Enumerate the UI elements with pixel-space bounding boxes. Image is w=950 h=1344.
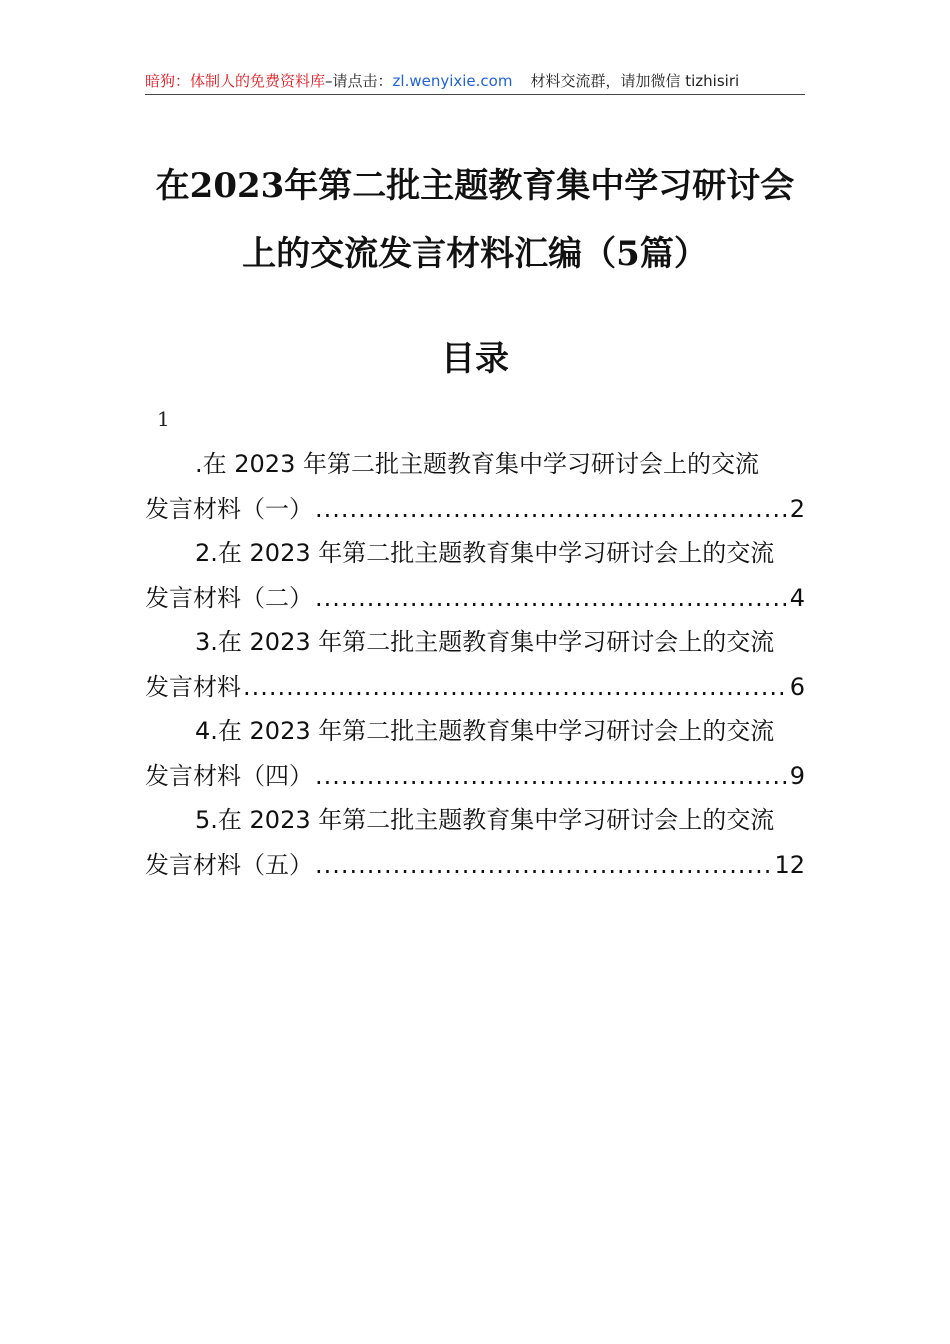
toc-entry-1-page: 2 (789, 495, 805, 523)
toc-entry-1-title[interactable]: .在 2023 年第二批主题教育集中学习研讨会上的交流 (195, 450, 759, 478)
toc-entry-5-continuation: 发言材料（五） (145, 851, 313, 879)
toc-entry-3-line[interactable] (145, 670, 805, 704)
toc-entry-2-leader (315, 581, 788, 615)
toc-stray-number: 1 (157, 407, 170, 431)
toc-entry-3-title[interactable]: 3.在 2023 年第二批主题教育集中学习研讨会上的交流 (195, 628, 775, 656)
toc-entry-3-continuation: 发言材料 (145, 673, 241, 701)
toc-entry-5-line[interactable] (145, 848, 805, 882)
toc-entry-2-page: 4 (789, 584, 805, 612)
header-link[interactable]: zl.wenyixie.com (392, 72, 513, 90)
toc-heading: 目录 (441, 339, 509, 379)
toc-entry-4-continuation: 发言材料（四） (145, 762, 313, 790)
page-header (145, 70, 805, 92)
toc-entry-2-line[interactable] (145, 581, 805, 615)
toc-entry-1-leader (315, 492, 788, 526)
toc-entry-1-continuation: 发言材料（一） (145, 495, 313, 523)
toc-entry-2-continuation: 发言材料（二） (145, 584, 313, 612)
toc-entry-4-page: 9 (789, 762, 805, 790)
toc-entry-3-leader (243, 670, 788, 704)
header-brand: 暗狗：体制人的免费资料库 (145, 72, 326, 90)
header-prompt: –请点击： (325, 72, 393, 90)
toc-entry-3-page: 6 (789, 673, 805, 701)
toc-entry-4-line[interactable] (145, 759, 805, 793)
toc-entry-1-line[interactable] (145, 492, 805, 526)
document-title-line-1: 在2023年第二批主题教育集中学习研讨会 (155, 166, 795, 206)
toc-entry-5-page: 12 (774, 851, 805, 879)
document-title-line-2: 上的交流发言材料汇编（5篇） (242, 234, 708, 274)
header-contact: 材料交流群，请加微信 tizhisiri (530, 72, 740, 90)
toc-entry-4-title[interactable]: 4.在 2023 年第二批主题教育集中学习研讨会上的交流 (195, 717, 775, 745)
toc-entry-2-title[interactable]: 2.在 2023 年第二批主题教育集中学习研讨会上的交流 (195, 539, 775, 567)
toc-entry-5-title[interactable]: 5.在 2023 年第二批主题教育集中学习研讨会上的交流 (195, 806, 775, 834)
toc-entry-4-leader (315, 759, 788, 793)
header-divider (145, 94, 805, 95)
toc-entry-5-leader (315, 848, 772, 882)
